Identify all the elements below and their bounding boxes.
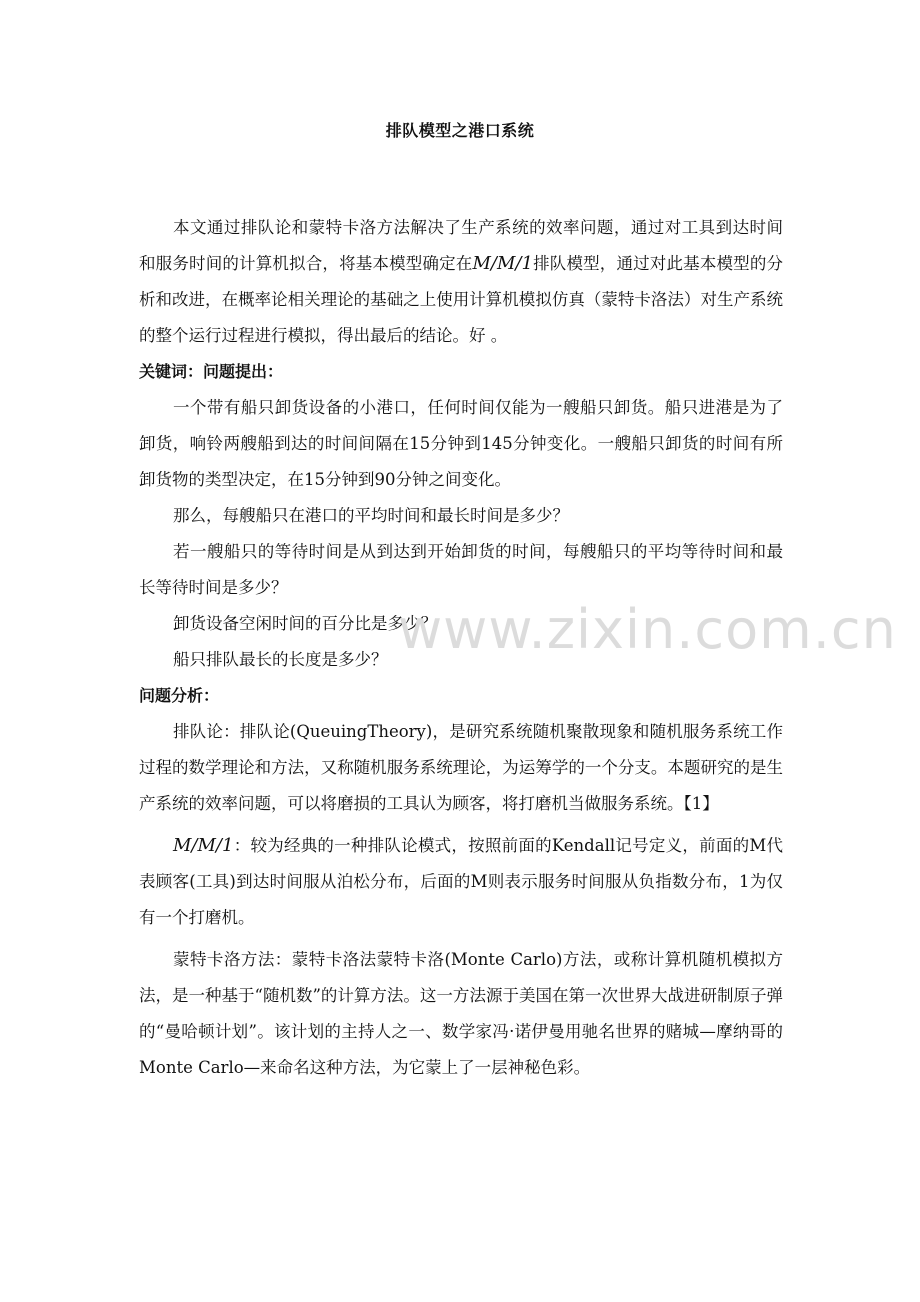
mm1-notation: M/M/1 [173, 835, 234, 856]
problem-paragraph: 若一艘船只的等待时间是从到达到开始卸货的时间，每艘船只的平均等待时间和最长等待时间是多少？ [139, 542, 783, 597]
abstract-text: 本文通过排队论和蒙特卡洛方法解决了生产系统的效率问题，通过对工具到达时间和服务时间的计算机拟合，将基本模型确定在 [139, 218, 783, 273]
problem-paragraph: 船只排队最长的长度是多少？ [173, 650, 388, 669]
mm1-paragraph [139, 828, 783, 936]
abstract-model-notation: M/M/1 [472, 253, 533, 274]
problem-paragraph: 那么，每艘船只在港口的平均时间和最长时间是多少？ [173, 506, 569, 525]
abstract-paragraph [139, 210, 783, 354]
keywords-heading: 关键词：问题提出： [139, 362, 284, 381]
watermark: www.zixin.com.cn [398, 598, 897, 661]
abstract-rest-text: 排队模型，通过对此基本模型的分析和改进，在概率论相关理论的基础之上使用计算机模拟仿真（蒙特卡洛法）对生产系统的整个运行过程进行模拟，得出最后的结论。好 。 [139, 254, 784, 345]
document-body [139, 210, 783, 1086]
document-title: 排队模型之港口系统 [385, 121, 535, 140]
monte-carlo-paragraph: 蒙特卡洛方法：蒙特卡洛法蒙特卡洛(Monte Carlo)方法，或称计算机随机模拟方法，是一种基于“随机数”的计算方法。这一方法源于美国在第一次世界大战进研制原子弹的“曼哈顿计划”。该计划的主持人之一、数学家冯·诺伊曼用驰名世界的赌城—摩纳哥的Monte Carlo—来命名这种方法，为它蒙上了一层神秘色彩。 [139, 950, 783, 1077]
queuing-theory-paragraph: 排队论：排队论(QueuingTheory)，是研究系统随机聚散现象和随机服务系统工作过程的数学理论和方法，又称随机服务系统理论，为运筹学的一个分支。本题研究的是生产系统的效率问题，可以将磨损的工具认为顾客，将打磨机当做服务系统。【1】 [139, 722, 783, 813]
problem-paragraph: 一个带有船只卸货设备的小港口，任何时间仅能为一艘船只卸货。船只进港是为了卸货，响铃两艘船到达的时间间隔在15分钟到145分钟变化。一艘船只卸货的时间有所卸货物的类型决定，在15分钟到90分钟之间变化。 [139, 398, 783, 489]
problem-paragraph: 卸货设备空闲时间的百分比是多少？ [173, 614, 437, 633]
analysis-heading: 问题分析： [139, 686, 220, 705]
mm1-text: ：较为经典的一种排队论模式，按照前面的Kendall记号定义，前面的M代表顾客(工具)到达时间服从泊松分布，后面的M则表示服务时间服从负指数分布，1为仅有一个打磨机。 [139, 836, 783, 927]
